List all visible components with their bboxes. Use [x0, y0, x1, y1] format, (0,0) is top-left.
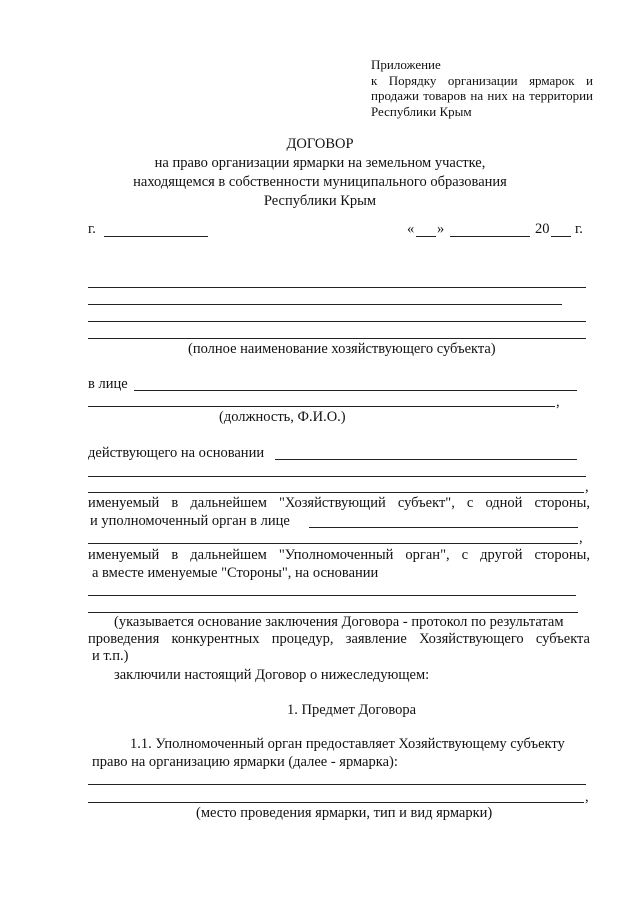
- fair-place-field-2[interactable]: [88, 802, 584, 803]
- party1-line-1: именуемый в дальнейшем "Хозяйствующий субъект", с одной стороны,: [88, 495, 590, 511]
- party2-line-2: а вместе именуемые "Стороны", на основании: [92, 565, 379, 581]
- document-header: [60, 135, 580, 211]
- grounds-field-2[interactable]: [88, 612, 578, 613]
- note-line-1: (указывается основание заключения Договора - протокол по результатам: [114, 614, 564, 630]
- year-field[interactable]: [551, 236, 571, 237]
- document-subtitle-3: Республики Крым: [263, 193, 377, 209]
- appendix-line-3: Республики Крым: [371, 103, 472, 119]
- basis-prefix: действующего на основании: [88, 445, 265, 461]
- person-comma: ,: [556, 394, 560, 410]
- authority-comma: ,: [579, 530, 583, 546]
- month-field[interactable]: [450, 236, 530, 237]
- note-line-2: проведения конкурентных процедур, заявление Хозяйствующего субъекта: [88, 631, 590, 647]
- day-close-quote: »: [437, 221, 445, 237]
- entity-name-line-2[interactable]: [88, 304, 562, 305]
- basis-field-2[interactable]: [88, 476, 586, 477]
- appendix-title: Приложение: [371, 57, 441, 72]
- fair-place-caption: (место проведения ярмарки, тип и вид ярмарки): [196, 805, 493, 821]
- basis-field-3[interactable]: [88, 492, 584, 493]
- grounds-field-1[interactable]: [88, 595, 576, 596]
- conclusion-line: заключили настоящий Договор о нижеследующем:: [114, 667, 430, 683]
- entity-name-caption: (полное наименование хозяйствующего субъекта): [188, 341, 496, 357]
- party2-line-1: именуемый в дальнейшем "Уполномоченный орган", с другой стороны,: [88, 547, 590, 563]
- fair-place-comma: ,: [585, 789, 589, 805]
- document-subtitle-2: находящемся в собственности муниципального образования: [133, 174, 507, 190]
- person-field-1[interactable]: [134, 390, 577, 391]
- fair-place-field-1[interactable]: [88, 784, 586, 785]
- day-field[interactable]: [416, 236, 436, 237]
- entity-name-line-1[interactable]: [88, 287, 586, 288]
- party1-line-2: и уполномоченный орган в лице: [90, 513, 290, 529]
- authority-person-field-2[interactable]: [88, 543, 578, 544]
- day-open-quote: «: [407, 221, 415, 237]
- city-field[interactable]: [104, 236, 208, 237]
- person-prefix: в лице: [88, 376, 128, 392]
- document-title: ДОГОВОР: [286, 136, 354, 152]
- section-1-heading: 1. Предмет Договора: [287, 702, 417, 718]
- person-field-2[interactable]: [88, 406, 555, 407]
- appendix-line-2: продажи товаров на них на территории: [371, 88, 593, 103]
- person-caption: (должность, Ф.И.О.): [219, 409, 346, 425]
- clause-1-1-line-1: 1.1. Уполномоченный орган предоставляет Хозяйствующему субъекту: [130, 736, 565, 752]
- document-subtitle-1: на право организации ярмарки на земельном участке,: [154, 155, 486, 171]
- basis-field-1[interactable]: [275, 459, 577, 460]
- basis-comma: ,: [585, 479, 589, 495]
- note-line-3: и т.п.): [92, 648, 129, 664]
- year-prefix: 20: [535, 221, 550, 237]
- entity-name-line-3[interactable]: [88, 321, 586, 322]
- appendix-line-1: к Порядку организации ярмарок и: [371, 72, 593, 88]
- authority-person-field-1[interactable]: [309, 527, 578, 528]
- appendix-block: [371, 57, 593, 119]
- entity-name-line-4[interactable]: [88, 338, 586, 339]
- city-prefix: г.: [88, 221, 96, 237]
- clause-1-1-line-2: право на организацию ярмарки (далее - ярмарка):: [92, 754, 398, 770]
- year-suffix: г.: [575, 221, 583, 237]
